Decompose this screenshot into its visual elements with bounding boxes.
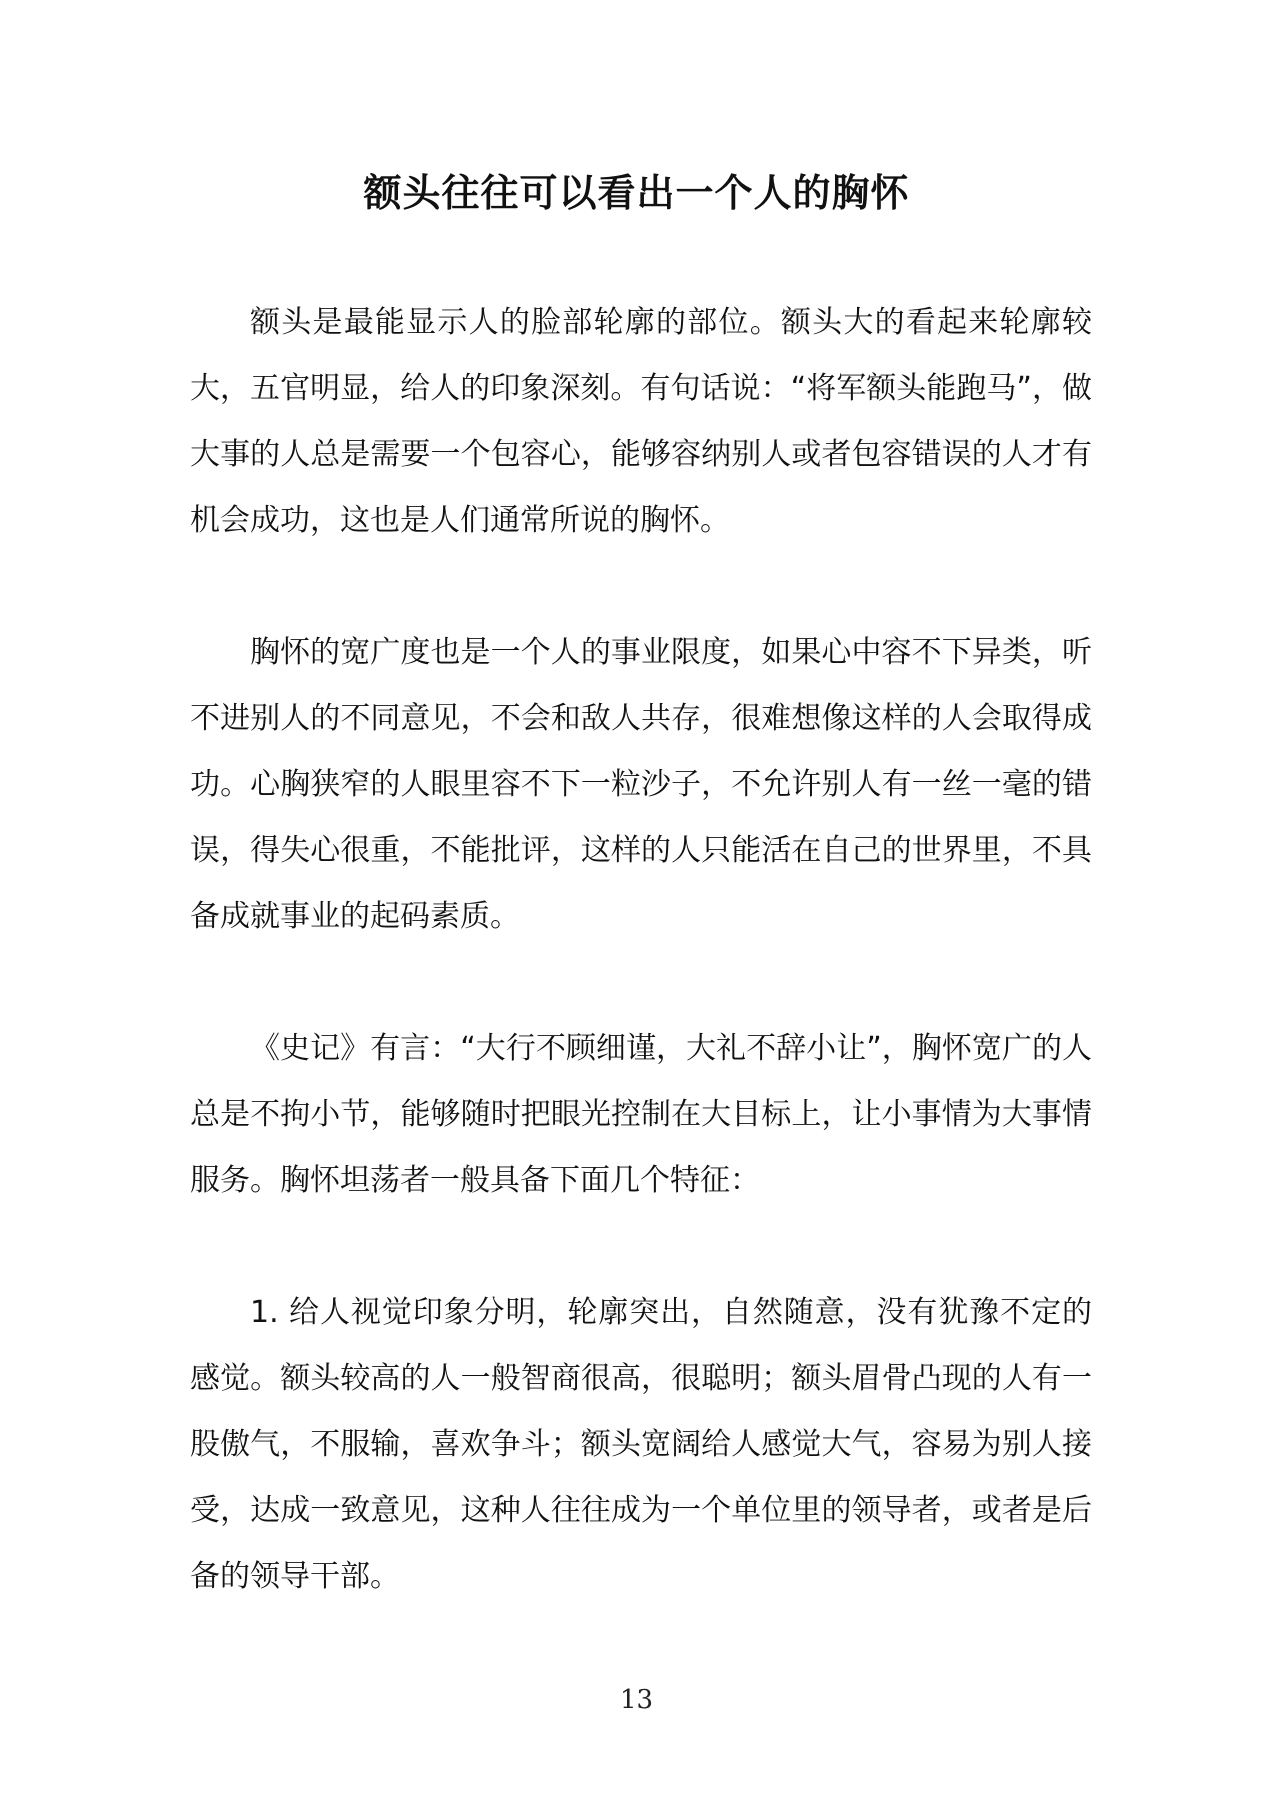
page-title: 额头往往可以看出一个人的胸怀 — [363, 171, 910, 215]
paragraph-2: 胸怀的宽广度也是一个人的事业限度，如果心中容不下异类，听不进别人的不同意见，不会和敌人共存，很难想像这样的人会取得成功。心胸狭窄的人眼里容不下一粒沙子，不允许别人有一丝一毫的错误，得失心很重，不能批评，这样的人只能活在自己的世界里，不具备成就事业的起码素质。 — [190, 635, 1092, 934]
paragraph-3: 《史记》有言：“大行不顾细谨，大礼不辞小让”，胸怀宽广的人总是不拘小节，能够随时把眼光控制在大目标上，让小事情为大事情服务。胸怀坦荡者一般具备下面几个特征： — [190, 1031, 1092, 1198]
paragraph-4: 1. 给人视觉印象分明，轮廓突出，自然随意，没有犹豫不定的感觉。额头较高的人一般智商很高，很聪明；额头眉骨凸现的人有一股傲气，不服输，喜欢争斗；额头宽阔给人感觉大气，容易为别人接受，达成一致意见，这种人往往成为一个单位里的领导者，或者是后备的领导干部。 — [190, 1295, 1092, 1594]
page-number: 13 — [619, 1685, 654, 1715]
document-body — [190, 290, 1092, 1676]
paragraph-1: 额头是最能显示人的脸部轮廓的部位。额头大的看起来轮廓较大，五官明显，给人的印象深刻。有句话说：“将军额头能跑马”，做大事的人总是需要一个包容心，能够容纳别人或者包容错误的人才有机会成功，这也是人们通常所说的胸怀。 — [190, 305, 1092, 538]
